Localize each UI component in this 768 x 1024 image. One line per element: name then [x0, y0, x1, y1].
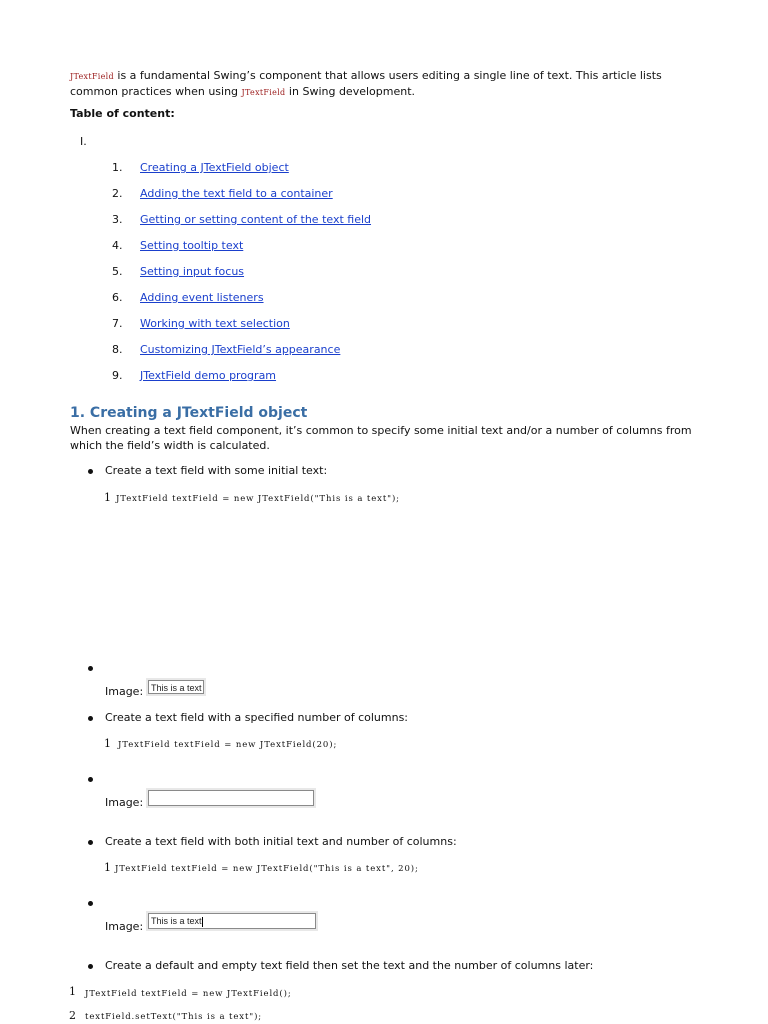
toc-link-tooltip[interactable]: Setting tooltip text	[140, 239, 244, 252]
bullet-dot	[88, 964, 93, 969]
bullet-text: Create a text field with a specified number of columns:	[105, 711, 409, 724]
text-caret	[202, 917, 203, 927]
toc-item-number: 4.	[112, 239, 123, 252]
inline-code-jtextfield: JTextField	[70, 72, 114, 81]
intro-line-1-text: is a fundamental Swing’s component that allows users editing a single line of text. This article lists	[113, 69, 662, 82]
bullet-dot	[88, 666, 93, 671]
textfield-screenshot-image	[146, 788, 316, 808]
intro-line-1	[70, 68, 690, 84]
toc-link-adding-container[interactable]: Adding the text field to a container	[140, 187, 333, 200]
toc-link-event-listeners[interactable]: Adding event listeners	[140, 291, 264, 304]
toc-item-number: 8.	[112, 343, 123, 356]
code-snippet: JTextField textField = new JTextField();	[85, 989, 292, 999]
bullet-dot	[88, 716, 93, 721]
toc-link-demo-program[interactable]: JTextField demo program	[140, 369, 277, 382]
toc-link-text-selection[interactable]: Working with text selection	[140, 317, 290, 330]
section-heading: 1. Creating a JTextField object	[70, 405, 308, 421]
bullet-dot	[88, 777, 93, 782]
toc-link-focus[interactable]: Setting input focus	[140, 265, 245, 278]
intro-line-2	[70, 84, 690, 100]
textfield-preview	[148, 913, 316, 929]
textfield-preview: This is a text	[148, 680, 204, 694]
toc-link-content[interactable]: Getting or setting content of the text field	[140, 213, 372, 226]
section-paragraph	[70, 423, 710, 453]
bullet-text: Create a default and empty text field then set the text and the number of columns later:	[105, 959, 594, 972]
image-label: Image:	[105, 796, 144, 809]
textfield-screenshot-image	[146, 678, 206, 696]
bullet-text: Create a text field with both initial text and number of columns:	[105, 835, 457, 848]
code-line-number: 1	[104, 491, 111, 504]
intro-line-2-suffix: in Swing development.	[285, 85, 416, 98]
section-paragraph-line-2: which the field’s width is calculated.	[70, 439, 270, 452]
intro-line-2-prefix: common practices when using	[70, 85, 242, 98]
bullet-text: Create a text field with some initial text:	[105, 464, 328, 477]
bullet-dot	[88, 840, 93, 845]
toc-roman-numeral: I.	[80, 135, 87, 148]
inline-code-jtextfield: JTextField	[241, 88, 286, 97]
image-label: Image:	[105, 920, 144, 933]
toc-item-number: 7.	[112, 317, 123, 330]
toc-item-number: 5.	[112, 265, 123, 278]
bullet-dot	[88, 469, 93, 474]
toc-item-number: 1.	[112, 161, 123, 174]
code-line-number: 1	[69, 985, 76, 998]
textfield-preview-empty	[148, 790, 314, 806]
image-label: Image:	[105, 685, 144, 698]
toc-item-number: 3.	[112, 213, 123, 226]
textfield-screenshot-image	[146, 911, 318, 931]
code-snippet: JTextField textField = new JTextField("This is a text", 20);	[115, 864, 419, 874]
code-snippet: textField.setText("This is a text");	[85, 1012, 263, 1022]
toc-title: Table of content:	[70, 107, 175, 120]
intro-paragraph	[70, 68, 690, 100]
section-paragraph-line-1: When creating a text field component, it’s common to specify some initial text and/or a number of columns from	[70, 424, 692, 437]
code-line-number: 1	[104, 861, 111, 874]
toc-item-number: 6.	[112, 291, 123, 304]
bullet-dot	[88, 901, 93, 906]
code-line-number: 1	[104, 737, 111, 750]
code-snippet: JTextField textField = new JTextField(20);	[118, 740, 338, 750]
toc-link-appearance[interactable]: Customizing JTextField’s appearance	[140, 343, 341, 356]
toc-item-number: 2.	[112, 187, 123, 200]
toc-item-number: 9.	[112, 369, 123, 382]
code-snippet: JTextField textField = new JTextField("This is a text");	[116, 494, 400, 504]
textfield-preview-text: This is a text	[151, 916, 202, 926]
code-line-number: 2	[69, 1009, 76, 1022]
toc-link-creating[interactable]: Creating a JTextField object	[140, 161, 289, 174]
